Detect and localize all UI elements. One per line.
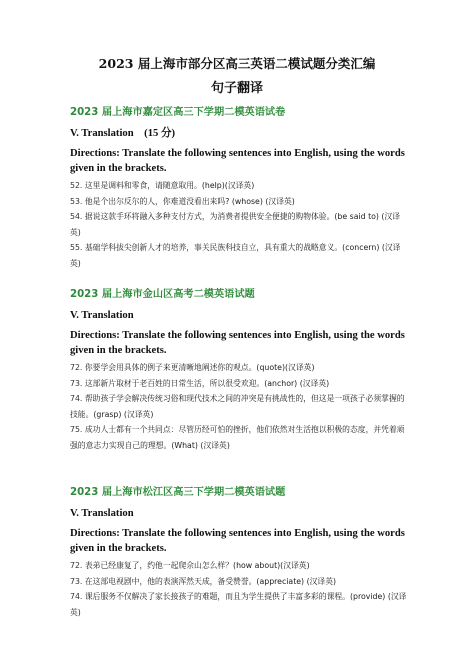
question-item [70,391,410,422]
question-item [70,422,410,453]
question-number: 73. [70,378,83,388]
directions: Directions: Translate the following sentences into English, using the words given in the brackets. [70,330,405,356]
question-number: 72. [70,561,83,570]
question-item [70,574,410,590]
question-text: 据说这款手环将融入多种支付方式，为消费者提供安全便捷的购物体验。(be said to) (汉译英) [70,212,401,237]
question-item [70,558,410,574]
exam-title: 2023 届上海市金山区高考二模英语试题 [70,289,255,300]
question-item [70,376,410,392]
question-number: 74. [70,592,83,601]
question-number: 55. [70,243,83,252]
exam-title: 2023 届上海市松江区高三下学期二模英语试题 [70,487,286,498]
document-subtitle: 句子翻译 [210,81,263,96]
part-heading: V. Translation [70,310,134,321]
directions: Directions: Translate the following sentences into English, using the words given in the brackets. [70,148,405,174]
directions: Directions: Translate the following sentences into English, using the words given in the brackets. [70,528,405,554]
question-text: 帮助孩子学会解决传统习俗和现代技术之间的冲突是有挑战性的，但这是一项孩子必须掌握的技能。(grasp) (汉译英) [70,394,405,419]
exam-title: 2023 届上海市嘉定区高三下学期二模英语试卷 [70,107,286,118]
question-text: 这部新片取材于老百姓的日常生活，所以很受欢迎。(anchor) (汉译英) [84,378,330,388]
question-text: 基础学科拔尖创新人才的培养，事关民族科技自立，具有重大的战略意义。(concern) (汉译英) [70,243,401,268]
question-number: 75. [70,425,83,434]
question-text: 这里是调料和零食，请随意取用。(help)(汉译英) [84,181,255,190]
question-number: 73. [70,576,83,586]
question-number: 53. [70,196,83,206]
question-text: 课后服务不仅解决了家长接孩子的难题，而且为学生提供了丰富多彩的课程。(provide) (汉译英) [70,592,407,617]
question-item [70,194,410,210]
question-number: 52. [70,181,83,190]
section-jinshan [70,288,410,453]
question-number: 74. [70,394,83,403]
question-item [70,178,410,194]
question-item [70,209,410,240]
question-item [70,240,410,271]
question-text: 在这部电视剧中，他的表演浑然天成，备受赞誉。(appreciate) (汉译英) [84,576,337,586]
question-text: 表弟已经康复了，约他一起爬佘山怎么样？(how about)(汉译英) [84,561,310,570]
question-number: 54. [70,212,83,221]
question-text: 他是个出尔反尔的人，你难道没看出来吗? (whose) (汉译英) [84,196,295,206]
section-songjiang [70,486,410,620]
question-number: 72. [70,363,83,372]
question-text: 你要学会用具体的例子来更清晰地阐述你的观点。(quote)(汉译英) [84,363,315,372]
document-title: 2023 届上海市部分区高三英语二模试题分类汇编 [98,56,376,71]
question-text: 成功人士都有一个共同点：尽管历经可怕的挫折，他们依然对生活抱以积极的态度，并凭着顽强的意志力实现自己的理想。(What) (汉译英) [70,425,405,450]
question-item [70,589,410,620]
question-item [70,360,410,376]
part-heading: V. Translation (15 分) [70,128,176,139]
section-jiading [70,106,410,271]
part-heading: V. Translation [70,508,134,519]
